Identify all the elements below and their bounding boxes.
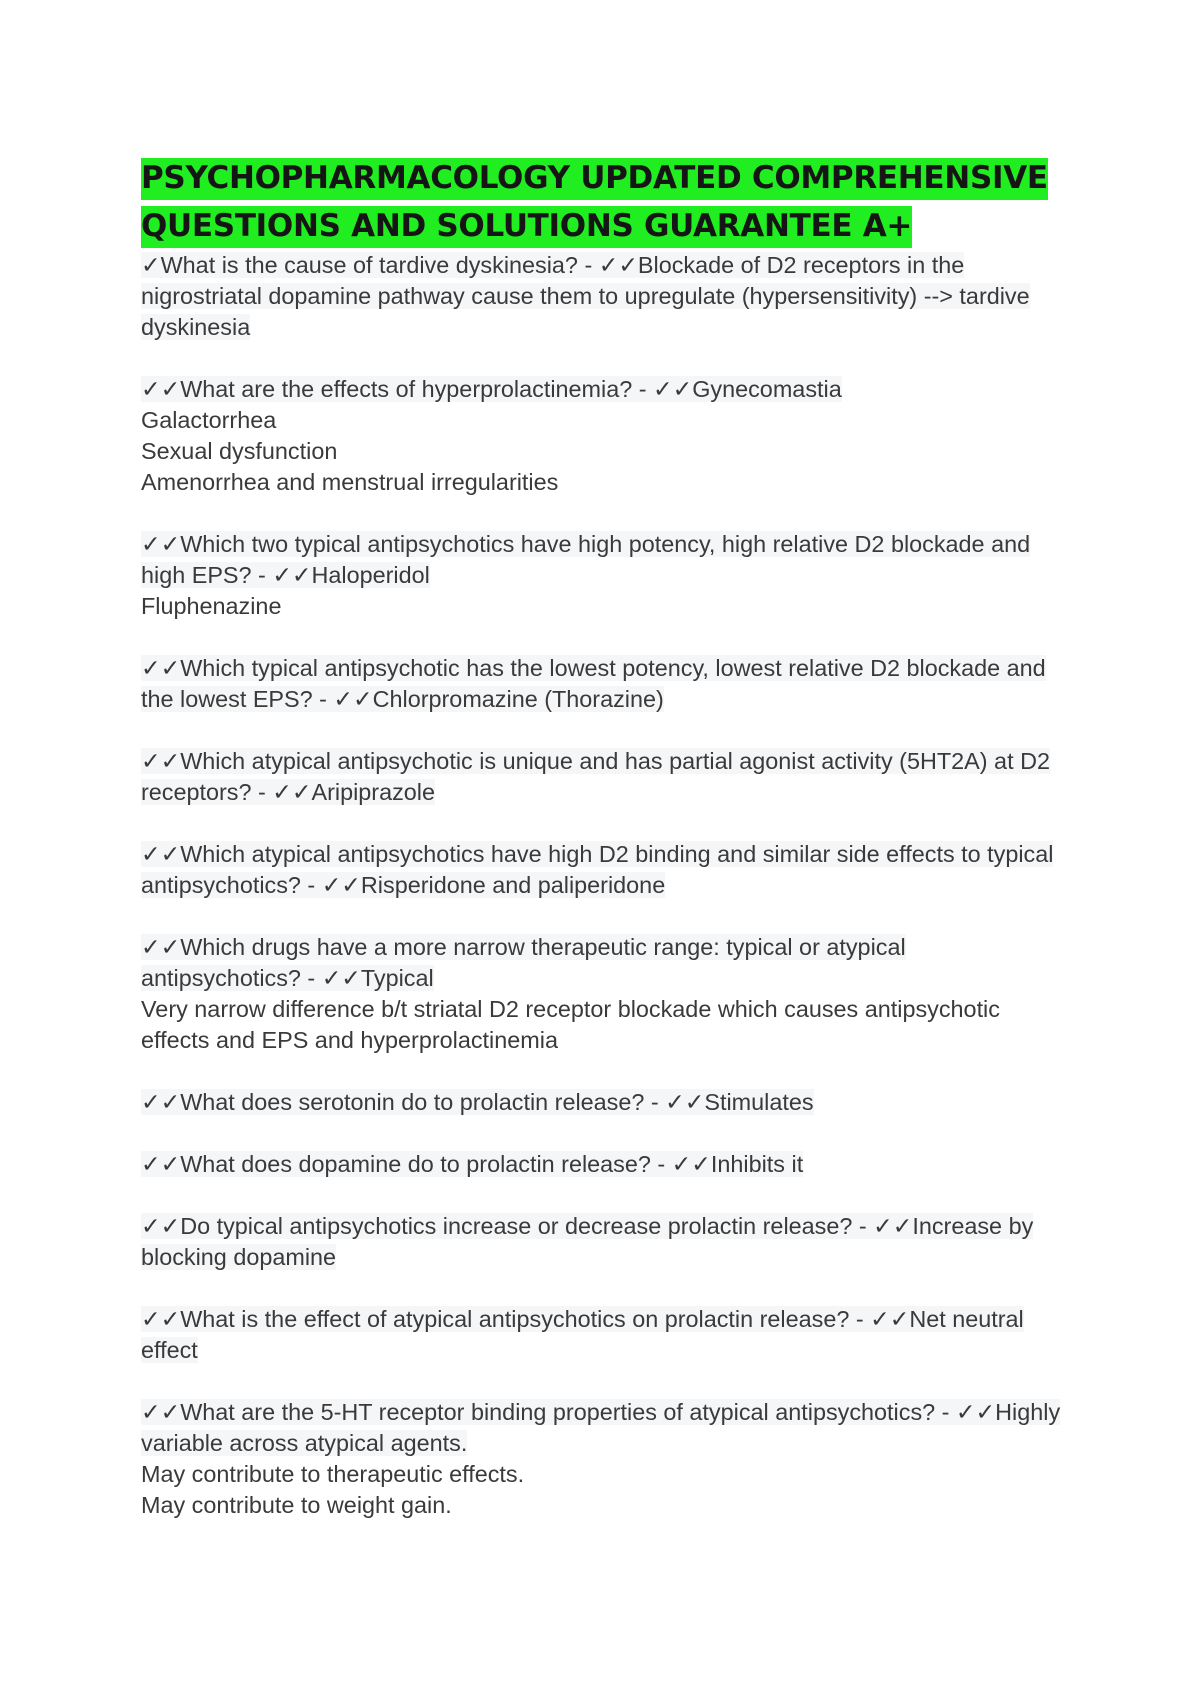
qa-item	[141, 1304, 1071, 1366]
qa-question-answer: ✓✓Which two typical antipsychotics have high potency, high relative D2 blockade and high EPS? - ✓✓Haloperidol	[141, 531, 1031, 588]
qa-answer-line: Very narrow difference b/t striatal D2 receptor blockade which causes antipsychotic effects and EPS and hyperprolactinemia	[141, 996, 1000, 1053]
qa-item	[141, 374, 1071, 498]
qa-question-answer: ✓✓What is the effect of atypical antipsychotics on prolactin release? - ✓✓Net neutral effect	[141, 1306, 1024, 1363]
qa-answer-line: Fluphenazine	[141, 593, 282, 619]
qa-list	[141, 250, 1071, 1521]
qa-question-answer: ✓What is the cause of tardive dyskinesia? - ✓✓Blockade of D2 receptors in the nigrostriatal dopamine pathway cause them to upregulate (hypersensitivity) --> tardive dyskinesia	[141, 252, 1030, 340]
qa-item	[141, 1149, 1071, 1180]
title-line-1: PSYCHOPHARMACOLOGY UPDATED COMPREHENSIVE	[141, 160, 1048, 196]
qa-question-answer: ✓✓What are the 5-HT receptor binding properties of atypical antipsychotics? - ✓✓Highly variable across atypical agents.	[141, 1399, 1061, 1456]
qa-answer-line: Amenorrhea and menstrual irregularities	[141, 469, 559, 495]
qa-question-answer: ✓✓Do typical antipsychotics increase or decrease prolactin release? - ✓✓Increase by blocking dopamine	[141, 1213, 1034, 1270]
qa-answer-line: Sexual dysfunction	[141, 438, 338, 464]
document-title	[141, 154, 1071, 250]
qa-question-answer: ✓✓Which typical antipsychotic has the lowest potency, lowest relative D2 blockade and the lowest EPS? - ✓✓Chlorpromazine (Thorazine)	[141, 655, 1046, 712]
qa-item	[141, 653, 1071, 715]
qa-question-answer: ✓✓What does serotonin do to prolactin release? - ✓✓Stimulates	[141, 1089, 814, 1115]
qa-question-answer: ✓✓Which atypical antipsychotics have high D2 binding and similar side effects to typical antipsychotics? - ✓✓Risperidone and paliperidone	[141, 841, 1054, 898]
qa-question-answer: ✓✓Which atypical antipsychotic is unique and has partial agonist activity (5HT2A) at D2 receptors? - ✓✓Aripiprazole	[141, 748, 1050, 805]
qa-item	[141, 1397, 1071, 1521]
qa-item	[141, 529, 1071, 622]
qa-answer-line: May contribute to therapeutic effects.	[141, 1461, 525, 1487]
qa-question-answer: ✓✓What does dopamine do to prolactin release? - ✓✓Inhibits it	[141, 1151, 804, 1177]
qa-item	[141, 839, 1071, 901]
document-page	[141, 154, 1071, 1552]
qa-question-answer: ✓✓What are the effects of hyperprolactinemia? - ✓✓Gynecomastia	[141, 376, 842, 402]
qa-item	[141, 1211, 1071, 1273]
qa-item	[141, 746, 1071, 808]
qa-question-answer: ✓✓Which drugs have a more narrow therapeutic range: typical or atypical antipsychotics? - ✓✓Typical	[141, 934, 906, 991]
qa-item	[141, 250, 1071, 343]
qa-item	[141, 932, 1071, 1056]
qa-answer-line: Galactorrhea	[141, 407, 277, 433]
title-line-2: QUESTIONS AND SOLUTIONS GUARANTEE A+	[141, 208, 913, 244]
title-highlight	[141, 158, 1048, 248]
qa-answer-line: May contribute to weight gain.	[141, 1492, 452, 1518]
qa-item	[141, 1087, 1071, 1118]
